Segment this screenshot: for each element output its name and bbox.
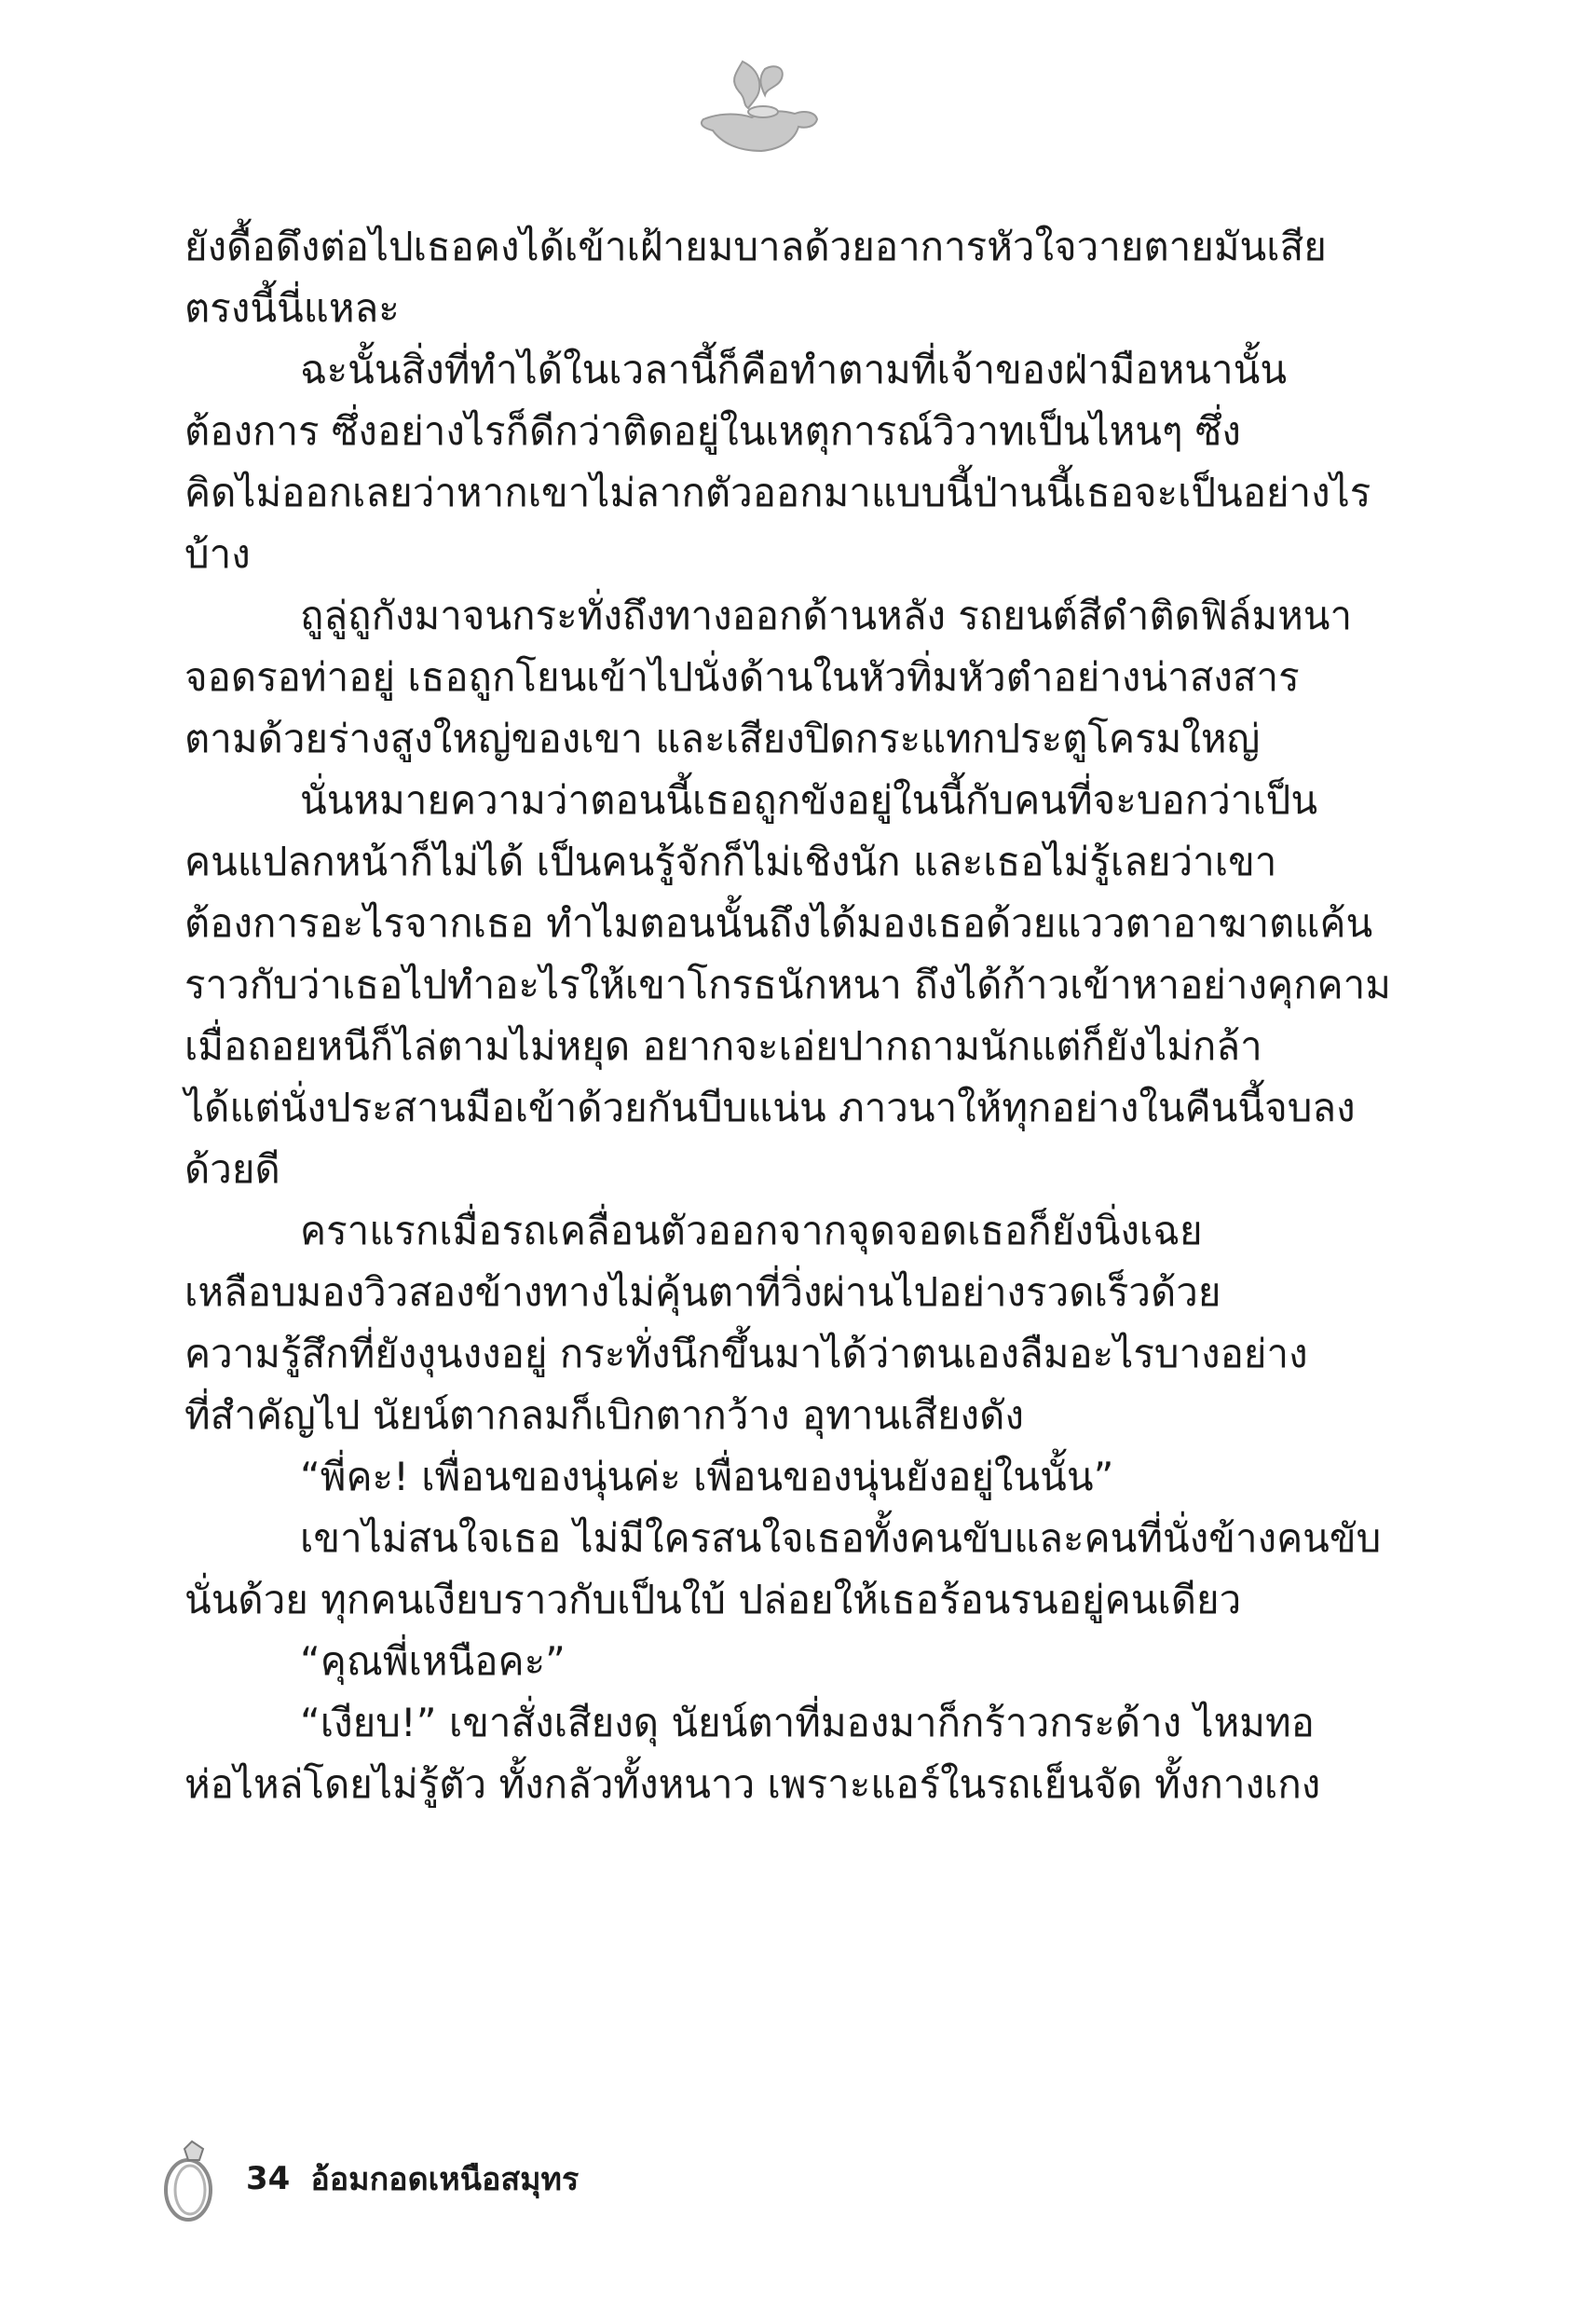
text-line: ด้วยดี (184, 1146, 280, 1192)
body-text (184, 216, 1391, 1815)
text-line: ต้องการ ซึ่งอย่างไรก็ดีกว่าติดอยู่ในเหตุการณ์วิวาทเป็นไหนๆ ซึ่ง (184, 408, 1241, 454)
text-line: คราแรกเมื่อรถเคลื่อนตัวออกจากจุดจอดเธอก็ยังนิ่งเฉย (300, 1208, 1203, 1253)
page-number: 34 (246, 2160, 291, 2197)
text-line: เมื่อถอยหนีก็ไล่ตามไม่หยุด อยากจะเอ่ยปากถามนักแต่ก็ยังไม่กล้า (184, 1023, 1262, 1069)
text-line: ฉะนั้นสิ่งที่ทำได้ในเวลานี้ก็คือทำตามที่เจ้าของฝ่ามือหนานั้น (300, 347, 1288, 392)
text-line: ถูลู่ถูกังมาจนกระทั่งถึงทางออกด้านหลัง รถยนต์สีดำติดฟิล์มหนา (300, 593, 1353, 638)
text-line: เขาไม่สนใจเธอ ไม่มีใครสนใจเธอทั้งคนขับและคนที่นั่งข้างคนขับ (300, 1515, 1382, 1561)
text-line: ยังดื้อดึงต่อไปเธอคงได้เข้าเฝ้ายมบาลด้วยอาการหัวใจวายตายมันเสีย (184, 224, 1327, 269)
diamond-ring-icon (158, 2132, 222, 2225)
text-line: ต้องการอะไรจากเธอ ทำไมตอนนั้นถึงได้มองเธอด้วยแววตาอาฆาตแค้น (184, 900, 1373, 946)
text-line: ความรู้สึกที่ยังงุนงงอยู่ กระทั่งนึกขึ้นมาได้ว่าตนเองลืมอะไรบางอย่าง (184, 1331, 1308, 1376)
genie-lamp-icon (685, 54, 825, 158)
text-line: ได้แต่นั่งประสานมือเข้าด้วยกันบีบแน่น ภาวนาให้ทุกอย่างในคืนนี้จบลง (184, 1085, 1356, 1130)
text-line: “คุณพี่เหนือคะ” (300, 1638, 566, 1684)
text-line: “พี่คะ! เพื่อนของนุ่นค่ะ เพื่อนของนุ่นยังอยู่ในนั้น” (300, 1454, 1114, 1499)
text-line: จอดรอท่าอยู่ เธอถูกโยนเข้าไปนั่งด้านในหัวทิ่มหัวตำอย่างน่าสงสาร (184, 654, 1300, 700)
text-line: “เงียบ!” เขาสั่งเสียงดุ นัยน์ตาที่มองมาก็กร้าวกระด้าง ไหมทอ (300, 1700, 1315, 1745)
text-line: นั่นด้วย ทุกคนเงียบราวกับเป็นใบ้ ปล่อยให้เธอร้อนรนอยู่คนเดียว (184, 1577, 1242, 1622)
text-line: ตรงนี้นี่แหละ (184, 285, 400, 331)
text-line: คนแปลกหน้าก็ไม่ได้ เป็นคนรู้จักก็ไม่เชิงนัก และเธอไม่รู้เลยว่าเขา (184, 839, 1277, 884)
text-line: เหลือบมองวิวสองข้างทางไม่คุ้นตาที่วิ่งผ่านไปอย่างรวดเร็วด้วย (184, 1269, 1221, 1315)
text-line: ที่สำคัญไป นัยน์ตากลมก็เบิกตากว้าง อุทานเสียงดัง (184, 1392, 1024, 1438)
text-line: นั่นหมายความว่าตอนนี้เธอถูกขังอยู่ในนี้กับคนที่จะบอกว่าเป็น (300, 777, 1318, 823)
text-line: คิดไม่ออกเลยว่าหากเขาไม่ลากตัวออกมาแบบนี้ป่านนี้เธอจะเป็นอย่างไร (184, 470, 1371, 515)
text-line: บ้าง (184, 531, 251, 577)
book-title: อ้อมกอดเหนือสมุทร (310, 2161, 580, 2198)
text-line: ตามด้วยร่างสูงใหญ่ของเขา และเสียงปิดกระแทกประตูโครมใหญ่ (184, 716, 1261, 761)
text-line: ราวกับว่าเธอไปทำอะไรให้เขาโกรธนักหนา ถึงได้ก้าวเข้าหาอย่างคุกคาม (184, 962, 1391, 1007)
text-line: ห่อไหล่โดยไม่รู้ตัว ทั้งกลัวทั้งหนาว เพราะแอร์ในรถเย็นจัด ทั้งกางเกง (184, 1761, 1321, 1807)
page-footer (158, 2132, 579, 2225)
